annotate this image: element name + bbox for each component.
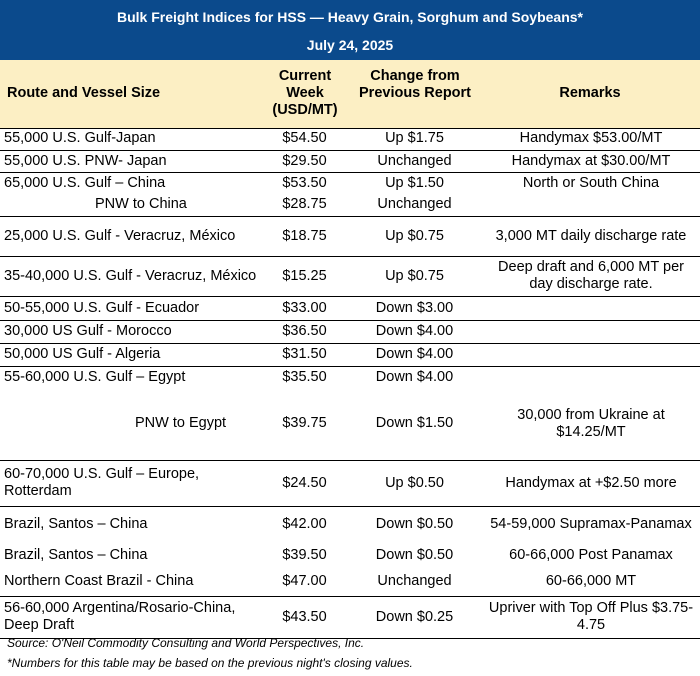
- remarks-cell: 30,000 from Ukraine at $14.25/MT: [482, 388, 700, 460]
- route-cell: 65,000 U.S. Gulf – China: [4, 174, 166, 191]
- remarks-cell: North or South China: [522, 174, 660, 191]
- header-remarks: Remarks: [559, 85, 621, 101]
- change-cell: Unchanged: [347, 150, 482, 172]
- remarks-cell: [482, 320, 700, 343]
- route-cell: PNW to Egypt: [0, 388, 262, 460]
- change-cell: Unchanged: [347, 194, 482, 216]
- table-row: [0, 216, 700, 256]
- table-row: [0, 568, 700, 596]
- change-cell: Up $0.75: [347, 256, 482, 296]
- table-row: [0, 366, 700, 388]
- table-row: [0, 542, 700, 568]
- price-cell: $33.00: [262, 296, 347, 320]
- route-cell: 50,000 US Gulf - Algeria: [0, 343, 262, 366]
- table-row: [0, 256, 700, 296]
- table-row: [0, 388, 700, 460]
- change-cell: Up $1.50: [385, 174, 444, 191]
- title-band: [0, 0, 700, 60]
- change-cell: Unchanged: [347, 568, 482, 596]
- freight-table: [0, 128, 700, 639]
- change-cell: Up $1.75: [347, 128, 482, 150]
- table-row: [0, 460, 700, 506]
- table-row: [0, 343, 700, 366]
- price-cell: $18.75: [262, 216, 347, 256]
- remarks-cell: Handymax $53.00/MT: [482, 128, 700, 150]
- route-cell: 60-70,000 U.S. Gulf – Europe, Rotterdam: [0, 460, 262, 506]
- change-cell: Down $4.00: [375, 368, 454, 385]
- header-change: Change from Previous Report: [359, 68, 471, 101]
- closing-values-footnote: *Numbers for this table may be based on the previous night's closing values.: [7, 656, 413, 670]
- route-cell: 55,000 U.S. PNW- Japan: [0, 150, 262, 172]
- price-cell: $24.50: [262, 460, 347, 506]
- remarks-cell: Deep draft and 6,000 MT per day discharge rate.: [482, 256, 700, 296]
- price-cell: $54.50: [262, 128, 347, 150]
- table-row: [0, 128, 700, 150]
- price-cell: $39.75: [262, 388, 347, 460]
- change-cell: Down $4.00: [347, 343, 482, 366]
- table-row: [0, 506, 700, 542]
- change-cell: Down $1.50: [347, 388, 482, 460]
- change-cell: Down $4.00: [347, 320, 482, 343]
- price-cell: $36.50: [262, 320, 347, 343]
- remarks-cell: Upriver with Top Off Plus $3.75-4.75: [482, 596, 700, 638]
- price-cell: $28.75: [262, 194, 347, 216]
- header-current-week: Current Week (USD/MT): [272, 68, 338, 118]
- price-cell: $31.50: [262, 343, 347, 366]
- remarks-cell: [482, 343, 700, 366]
- remarks-cell: Handymax at +$2.50 more: [482, 460, 700, 506]
- header-route: Route and Vessel Size: [7, 85, 161, 101]
- route-cell: 25,000 U.S. Gulf - Veracruz, México: [0, 216, 262, 256]
- route-cell: Northern Coast Brazil - China: [0, 568, 262, 596]
- route-cell: 55,000 U.S. Gulf-Japan: [0, 128, 262, 150]
- route-cell: Brazil, Santos – China: [4, 546, 148, 563]
- change-cell: Up $0.50: [347, 460, 482, 506]
- table-row: [0, 172, 700, 194]
- change-cell: Down $0.50: [375, 546, 454, 563]
- table-row: [0, 296, 700, 320]
- header-row: [0, 60, 700, 129]
- price-cell: $42.00: [282, 515, 327, 532]
- remarks-cell: [482, 296, 700, 320]
- remarks-cell: [482, 194, 700, 216]
- price-cell: $39.50: [282, 546, 327, 563]
- remarks-cell: 60-66,000 Post Panamax: [509, 546, 673, 563]
- route-cell: 56-60,000 Argentina/Rosario-China, Deep Draft: [0, 596, 262, 638]
- change-cell: Down $3.00: [347, 296, 482, 320]
- change-cell: Down $0.25: [347, 596, 482, 638]
- remarks-cell: 54-59,000 Supramax-Panamax: [490, 515, 692, 532]
- table-row: [0, 596, 700, 638]
- price-cell: $53.50: [282, 174, 327, 191]
- table-row: [0, 194, 700, 216]
- remarks-cell: 60-66,000 MT: [482, 568, 700, 596]
- table-row: [0, 320, 700, 343]
- change-cell: Down $0.50: [375, 515, 454, 532]
- source-footnote: Source: O'Neil Commodity Consulting and World Perspectives, Inc.: [7, 636, 365, 650]
- route-cell: PNW to China: [0, 194, 262, 216]
- remarks-cell: Handymax at $30.00/MT: [482, 150, 700, 172]
- price-cell: $15.25: [262, 256, 347, 296]
- route-cell: 55-60,000 U.S. Gulf – Egypt: [4, 368, 186, 385]
- price-cell: $43.50: [262, 596, 347, 638]
- route-cell: Brazil, Santos – China: [4, 515, 148, 532]
- remarks-cell: 3,000 MT daily discharge rate: [482, 216, 700, 256]
- route-cell: 50-55,000 U.S. Gulf - Ecuador: [0, 296, 262, 320]
- change-cell: Up $0.75: [347, 216, 482, 256]
- price-cell: $47.00: [262, 568, 347, 596]
- table-row: [0, 150, 700, 172]
- price-cell: $29.50: [262, 150, 347, 172]
- route-cell: 35-40,000 U.S. Gulf - Veracruz, México: [0, 256, 262, 296]
- table-title: Bulk Freight Indices for HSS — Heavy Grain, Sorghum and Soybeans*: [117, 9, 583, 25]
- route-cell: 30,000 US Gulf - Morocco: [0, 320, 262, 343]
- table-date: July 24, 2025: [306, 37, 394, 53]
- remarks-cell: [482, 366, 700, 388]
- price-cell: $35.50: [282, 368, 327, 385]
